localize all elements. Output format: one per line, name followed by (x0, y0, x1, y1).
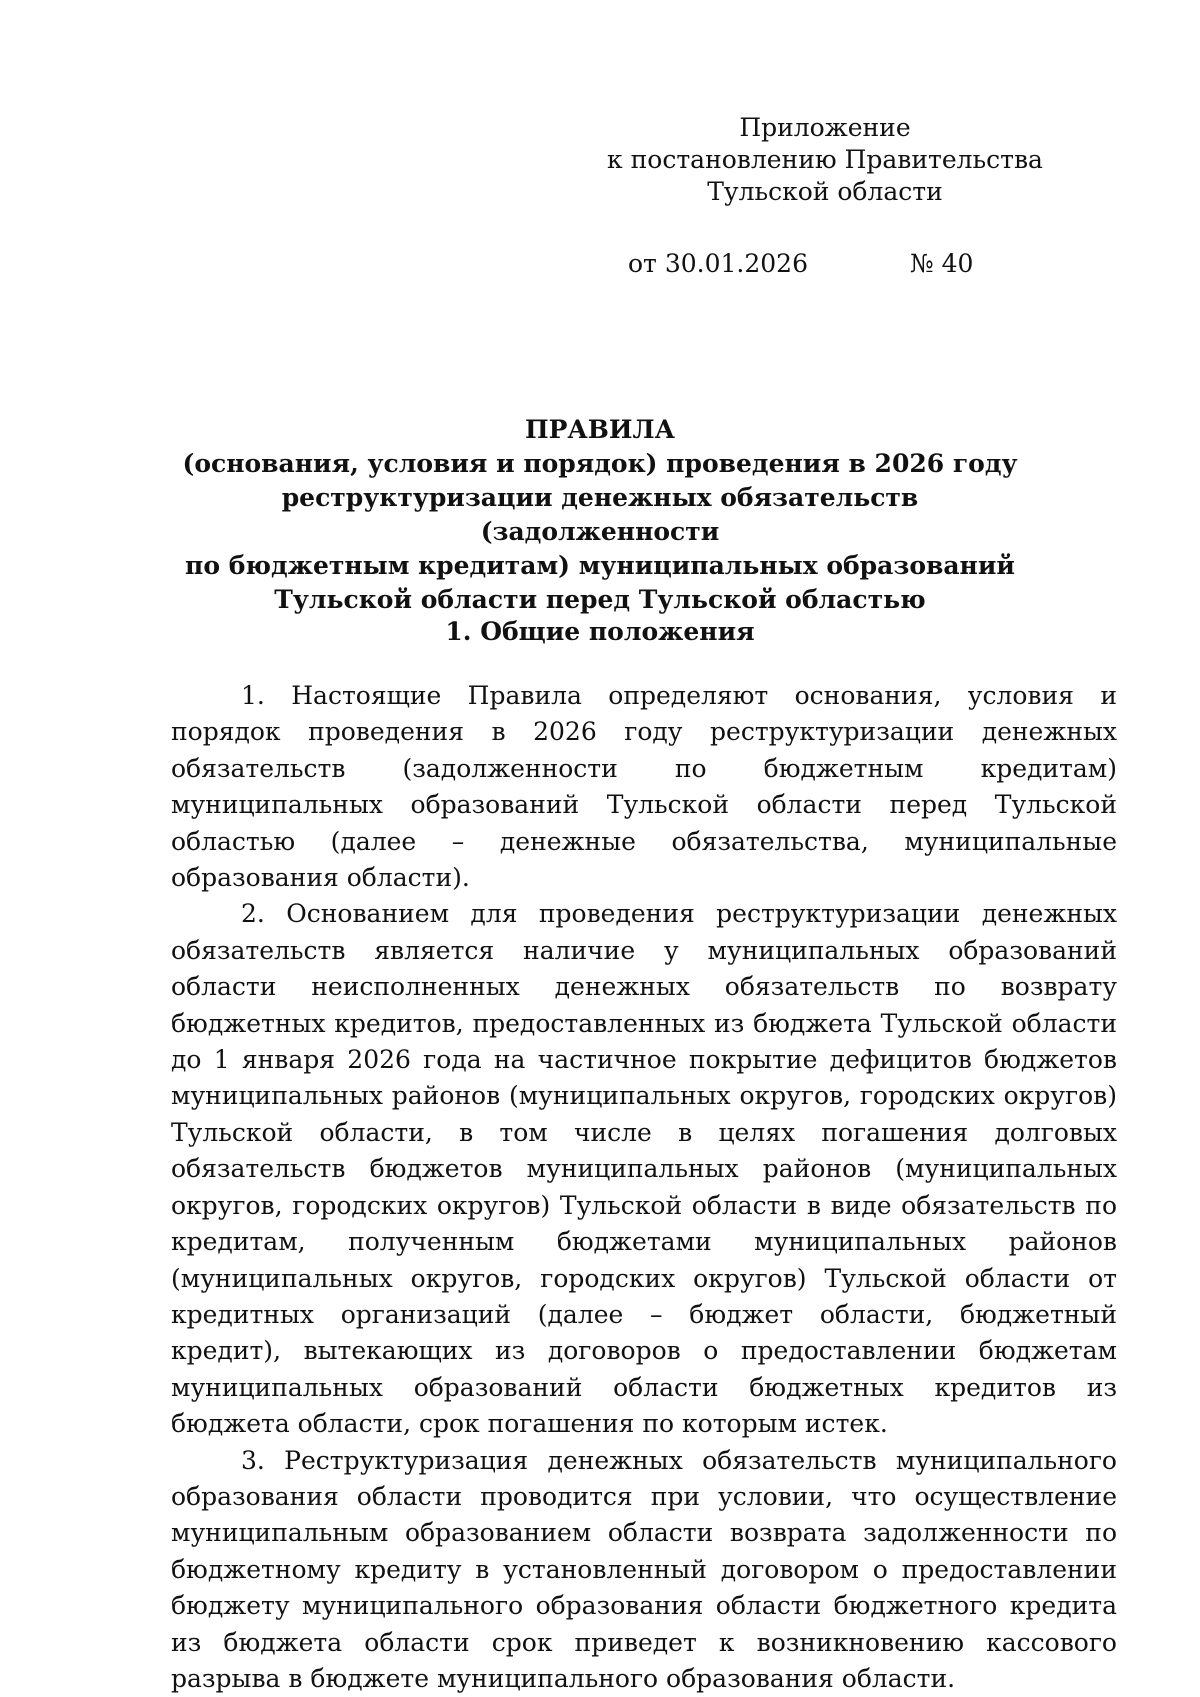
title-line-4: по бюджетным кредитам) муниципальных образований (185, 551, 1015, 580)
appendix-resolution-ref: к постановлению Правительства (607, 145, 1043, 174)
appendix-label: Приложение (739, 113, 911, 142)
title-line-3: реструктуризации денежных обязательств (задолженности (281, 483, 919, 546)
document-title (160, 413, 1040, 617)
title-line-5: Тульской области перед Тульской областью (274, 585, 926, 614)
title-line-2: (основания, условия и порядок) проведения в 2026 году (182, 449, 1018, 478)
resolution-number: № 40 (910, 249, 974, 278)
resolution-date: от 30.01.2026 (628, 249, 808, 278)
title-line-1: ПРАВИЛА (525, 415, 675, 444)
section-heading: 1. Общие положения (445, 617, 755, 646)
paragraph-3: 3. Реструктуризация денежных обязательств муниципального образования области проводится при условии, что осуществление муниципальным образованием области возврата задолженности по бюджетному кредиту в установленный договором о предоставлении бюджету муниципального образования области бюджетного кредита из бюджета области срок приведет к возникновению кассового разрыва в бюджете муниципального образования области. (171, 1445, 1117, 1693)
paragraph-1: 1. Настоящие Правила определяют основания, условия и порядок проведения в 2026 году реструктуризации денежных обязательств (задолженности по бюджетным кредитам) муниципальных образований Тульской области перед Тульской областью (далее – денежные обязательства, муниципальные образования области). (171, 681, 1117, 893)
appendix-region: Тульской области (707, 177, 943, 206)
paragraph-2: 2. Основанием для проведения реструктуризации денежных обязательств является наличие у муниципальных образований области неисполненных денежных обязательств по возврату бюджетных кредитов, предоставленных из бюджета Тульской области до 1 января 2026 года на частичное покрытие дефицитов бюджетов муниципальных районов (муниципальных округов, городских округов) Тульской области, в том числе в целях погашения долговых обязательств бюджетов муниципальных районов (муниципальных округов, городских округов) Тульской области в виде обязательств по кредитам, полученным бюджетами муниципальных районов (муниципальных округов, городских округов) Тульской области от кредитных организаций (далее – бюджет области, бюджетный кредит), вытекающих из договоров о предоставлении бюджетам муниципальных образований области бюджетных кредитов из бюджета области, срок погашения по которым истек. (171, 899, 1117, 1439)
section-body (171, 678, 1117, 1697)
appendix-header (600, 112, 1050, 208)
